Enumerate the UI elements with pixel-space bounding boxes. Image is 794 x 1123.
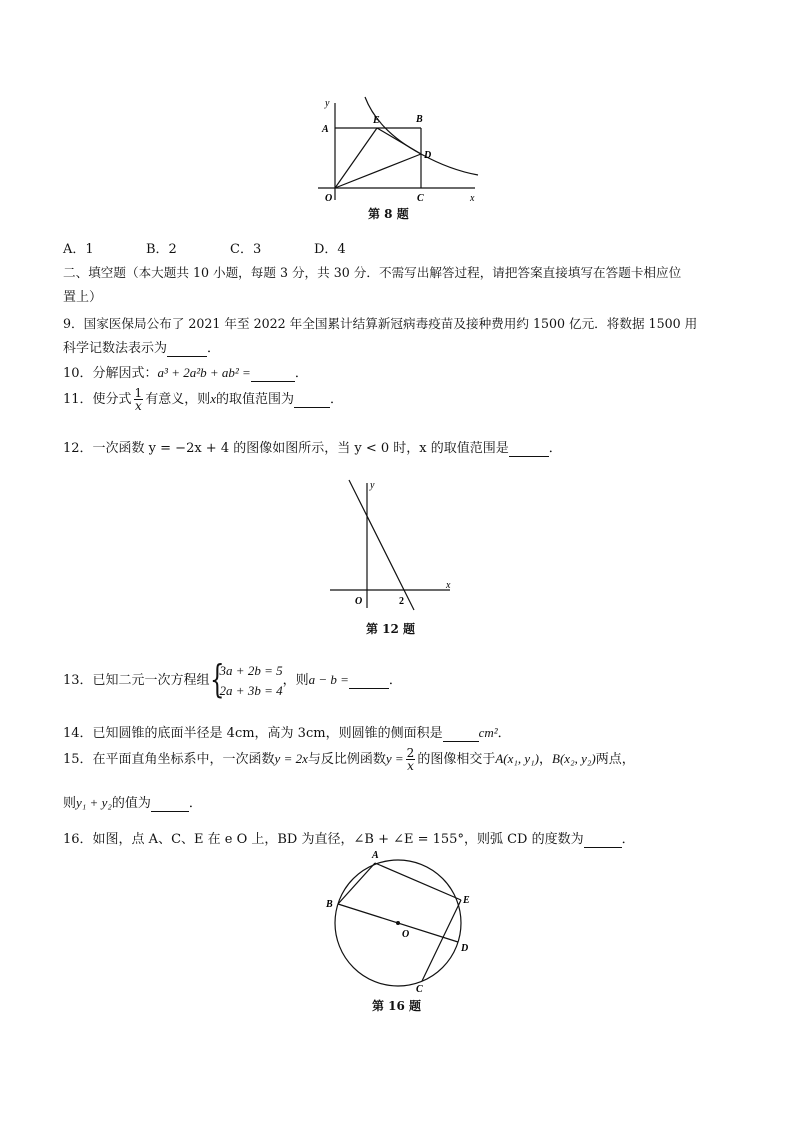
q13-brace: {: [209, 656, 225, 701]
q15-answer-blank: [151, 796, 189, 812]
q10-expression: a³ + 2a²b + ab² =: [157, 365, 251, 380]
fig12-label-2: 2: [399, 596, 404, 607]
fig16-label-D: D: [461, 943, 469, 954]
q15-line2-prefix: 则: [63, 796, 77, 811]
q14-text: 14．已知圆锥的底面半径是 4cm，高为 3cm，则圆锥的侧面积是: [63, 726, 443, 741]
q8-option-a: A．1: [63, 242, 94, 257]
fig8-label-E: E: [373, 115, 380, 126]
section2-line1: 二、填空题（本大题共 10 小题，每题 3 分，共 30 分．不需写出解答过程，请把答案直接填写在答题卡相应位: [63, 265, 682, 280]
q11-fraction: [134, 387, 144, 412]
q8-option-c: C．3: [230, 242, 262, 257]
q11-var: x: [210, 391, 216, 406]
q9-text: 科学记数法表示为: [63, 341, 168, 356]
q15-end: ．: [188, 796, 202, 811]
fig8-label-C: C: [417, 193, 424, 204]
q9-answer-blank: [167, 341, 207, 357]
q15-denominator: x: [407, 759, 414, 773]
fig16-label-A: A: [372, 850, 379, 861]
q16-text: 16．如图，点 A、C、E 在 e O 上，BD 为直径，∠B + ∠E = 155°，则弧 CD 的度数为: [63, 832, 584, 847]
q15-linear: y = 2x: [274, 751, 308, 766]
fig12-caption: 第 12 题: [366, 622, 416, 636]
q15-line1: 15．在平面直角坐标系中，一次函数y = 2x与反比例函数y = $\frac{2}{x}$ 的图像相交于A(x₁, y₁)，B(x₂, y₂)两点，: [63, 746, 635, 773]
fig16-label-O: O: [402, 929, 410, 940]
q15-point-b: B(x₂, y₂): [552, 751, 596, 766]
fig8-label-D: D: [424, 150, 432, 161]
q13-equation-system: [209, 656, 283, 701]
q15-prefix: 15．在平面直角坐标系中，一次函数: [63, 752, 275, 767]
fig8-label-A: A: [322, 124, 329, 135]
figure-12: [325, 475, 460, 615]
figure-16: [318, 846, 478, 996]
q10-prefix: 10．分解因式：: [63, 366, 158, 381]
q13-expression: a − b =: [308, 672, 349, 687]
q14-end: ．: [497, 726, 511, 741]
fig16-label-C: C: [416, 984, 423, 995]
q13-mid: ，则: [282, 673, 309, 688]
fig8-caption: 第 8 题: [368, 207, 409, 221]
q10-answer-blank: [251, 366, 295, 382]
q15-line2: [63, 792, 202, 812]
q11-end: ．: [330, 392, 344, 407]
q11-answer-blank: [294, 393, 330, 408]
fig12-label-x: x: [446, 580, 451, 591]
q12-end: ．: [548, 441, 562, 456]
q8-option-d: D．4: [314, 242, 346, 257]
q13-eq1: 3a + 2b = 5: [219, 662, 283, 678]
q15-suffix: 的图像相交于: [417, 752, 496, 767]
q16-answer-blank: [584, 832, 622, 848]
q11-denominator: x: [134, 399, 142, 413]
fig8-label-y: y: [325, 98, 330, 109]
q15-mid: 与反比例函数: [307, 752, 386, 767]
section2-line2: 置上）: [63, 290, 103, 305]
q10: [63, 362, 308, 382]
q15-inverse-lhs: y =: [385, 751, 404, 766]
q9-end: ．: [207, 341, 221, 356]
fig16-label-B: B: [326, 899, 333, 910]
fig16-label-E: E: [463, 895, 470, 906]
q12-text: 12．一次函数 y = −2x + 4 的图像如图所示，当 y < 0 时，x 的取值范围是: [63, 441, 509, 456]
fig12-label-y: y: [370, 480, 375, 491]
q15-fraction: [406, 747, 416, 772]
q15-point-a: A(x₁, y₁): [495, 751, 540, 766]
q12-answer-blank: [509, 441, 549, 457]
fig8-label-B: B: [416, 114, 423, 125]
q11-mid: 有意义，则: [145, 392, 211, 407]
fig8-label-O: O: [325, 193, 333, 204]
q11: [63, 384, 343, 415]
q15-numerator: 2: [406, 746, 415, 760]
q10-end: ．: [294, 366, 308, 381]
fig8-label-x: x: [470, 193, 475, 204]
fig16-caption: 第 16 题: [372, 999, 422, 1013]
figure-8: [310, 95, 490, 205]
q11-suffix: 的取值范围为: [215, 392, 294, 407]
fig12-label-O: O: [355, 596, 363, 607]
q13: [63, 656, 402, 701]
q9-line2: [63, 337, 220, 357]
q13-answer-blank: [349, 674, 389, 689]
q13-eq2: 2a + 3b = 4: [219, 682, 283, 698]
q14-answer-blank: [443, 726, 479, 742]
q13-prefix: 13．已知二元一次方程组: [63, 673, 210, 688]
q16: [63, 828, 635, 848]
q8-option-b: B．2: [146, 242, 177, 257]
q11-prefix: 11．使分式: [63, 392, 132, 407]
q11-numerator: 1: [134, 386, 143, 400]
q14-unit: cm²: [478, 725, 498, 740]
q15-sum: y₁ + y₂: [76, 795, 112, 810]
q12: [63, 437, 562, 457]
q14: [63, 722, 511, 742]
q15-tail: 两点，: [595, 752, 635, 767]
q13-end: ．: [388, 673, 402, 688]
q16-end: ．: [621, 832, 635, 847]
q15-line2-text: 的值为: [111, 796, 151, 811]
q9-line1: 9．国家医保局公布了 2021 年至 2022 年全国累计结算新冠病毒疫苗及接种费用约 1500 亿元．将数据 1500 用: [63, 316, 698, 331]
